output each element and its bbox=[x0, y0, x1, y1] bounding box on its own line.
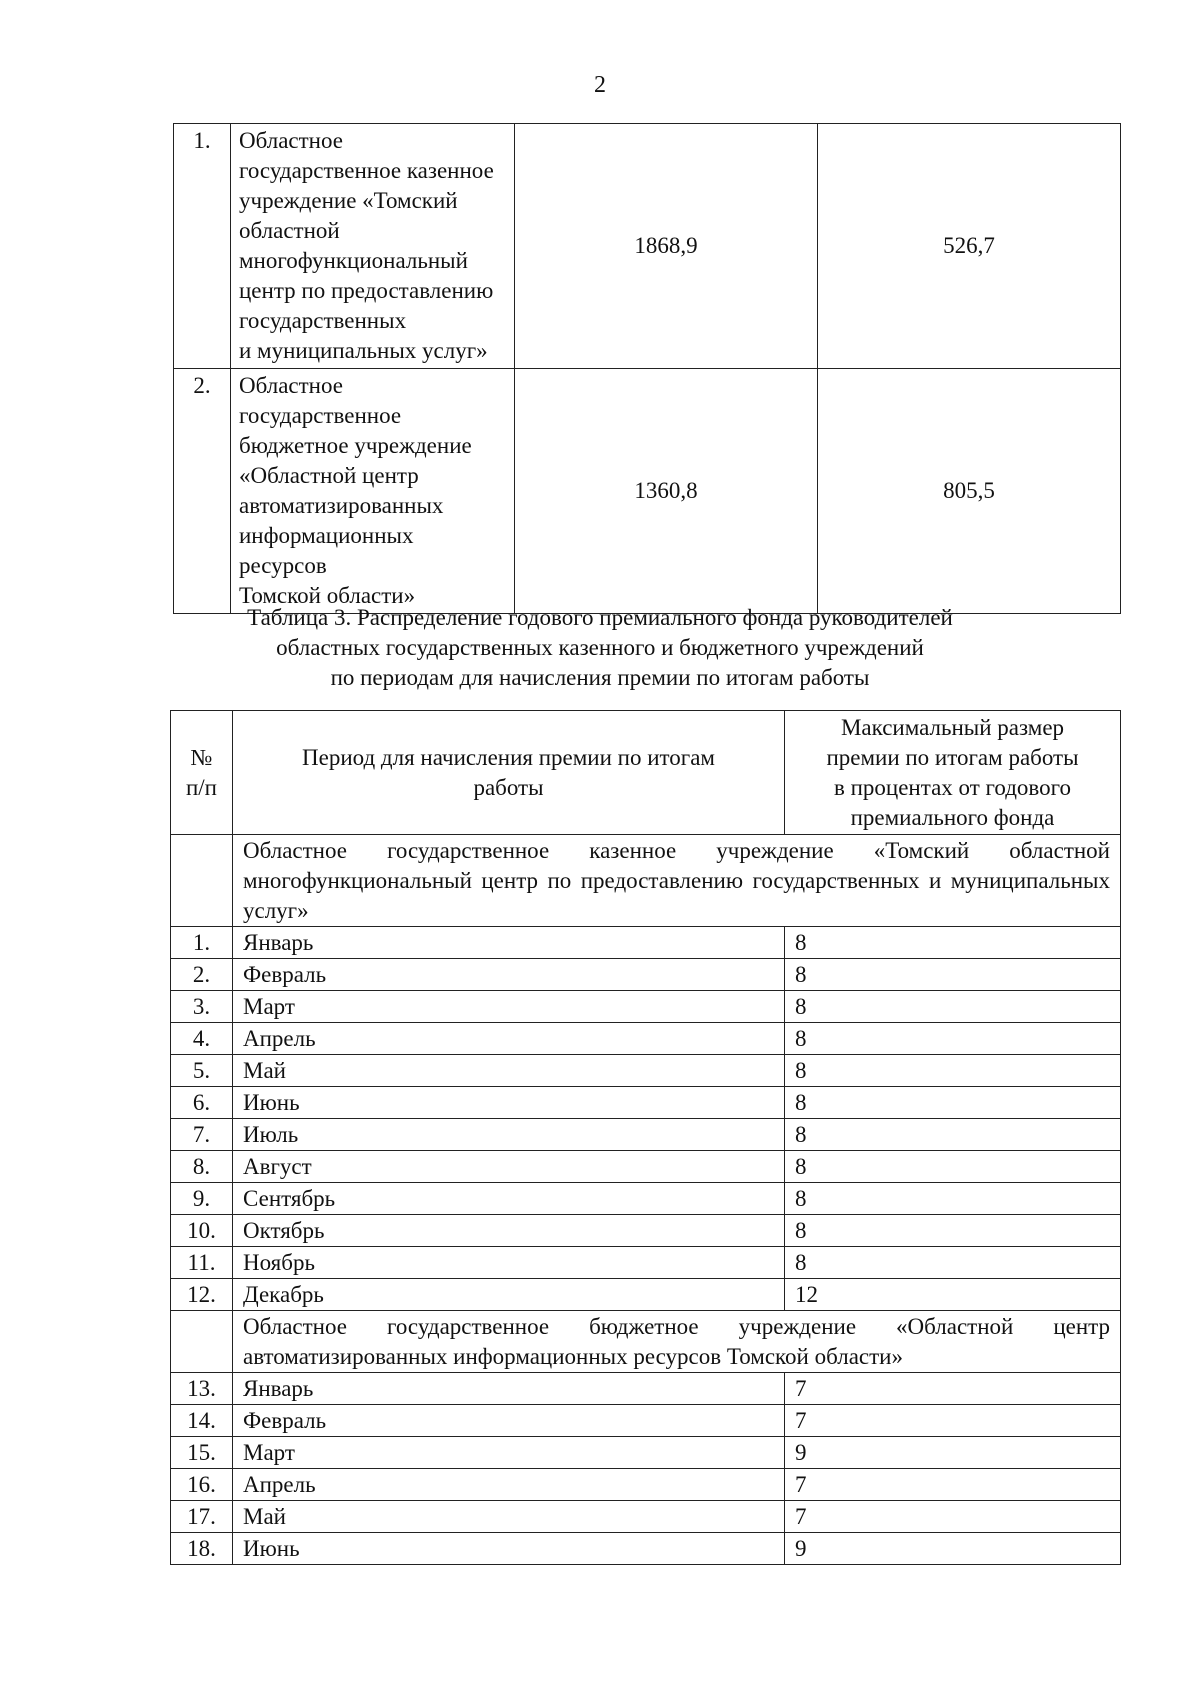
table-row bbox=[171, 927, 1121, 959]
table-row bbox=[174, 124, 1121, 369]
period-cell: Май bbox=[233, 1501, 785, 1533]
value-cell: 9 bbox=[785, 1533, 1121, 1565]
row-number: 12. bbox=[171, 1279, 233, 1311]
row-number: 2. bbox=[171, 959, 233, 991]
header-number: № п/п bbox=[171, 711, 233, 835]
table-2-continuation bbox=[173, 123, 1121, 614]
period-cell: Февраль bbox=[233, 1405, 785, 1437]
value-cell: 9 bbox=[785, 1437, 1121, 1469]
row-number: 4. bbox=[171, 1023, 233, 1055]
header-period: Период для начисления премии по итогам работы bbox=[233, 711, 785, 835]
group-row bbox=[171, 1311, 1121, 1373]
value-cell: 8 bbox=[785, 1119, 1121, 1151]
period-cell: Ноябрь bbox=[233, 1247, 785, 1279]
value-cell: 8 bbox=[785, 1023, 1121, 1055]
period-cell: Апрель bbox=[233, 1469, 785, 1501]
table-row bbox=[171, 1023, 1121, 1055]
institution-name: Областное государственное бюджетное учреждение «Областной центр автоматизированных информационных ресурсов Томской области» bbox=[231, 369, 515, 614]
row-number: 8. bbox=[171, 1151, 233, 1183]
value-cell: 7 bbox=[785, 1405, 1121, 1437]
table-row bbox=[171, 1469, 1121, 1501]
row-number: 14. bbox=[171, 1405, 233, 1437]
value-cell: 12 bbox=[785, 1279, 1121, 1311]
period-cell: Июль bbox=[233, 1119, 785, 1151]
row-number: 10. bbox=[171, 1215, 233, 1247]
value-cell: 8 bbox=[785, 1215, 1121, 1247]
group-2-rows bbox=[171, 1373, 1121, 1565]
table-row bbox=[171, 1119, 1121, 1151]
row-number: 18. bbox=[171, 1533, 233, 1565]
value-cell: 7 bbox=[785, 1469, 1121, 1501]
value-cell: 8 bbox=[785, 959, 1121, 991]
row-number: 17. bbox=[171, 1501, 233, 1533]
value-cell: 8 bbox=[785, 991, 1121, 1023]
row-number: 16. bbox=[171, 1469, 233, 1501]
value-2: 526,7 bbox=[818, 124, 1121, 369]
table-row bbox=[171, 1405, 1121, 1437]
value-cell: 8 bbox=[785, 1087, 1121, 1119]
value-cell: 8 bbox=[785, 1247, 1121, 1279]
table-row bbox=[171, 1215, 1121, 1247]
value-2: 805,5 bbox=[818, 369, 1121, 614]
row-number: 2. bbox=[174, 369, 231, 614]
table-row bbox=[171, 1151, 1121, 1183]
table-row bbox=[171, 1437, 1121, 1469]
table-row bbox=[171, 959, 1121, 991]
period-cell: Сентябрь bbox=[233, 1183, 785, 1215]
table-row bbox=[171, 1533, 1121, 1565]
period-cell: Март bbox=[233, 1437, 785, 1469]
row-number: 11. bbox=[171, 1247, 233, 1279]
row-number: 7. bbox=[171, 1119, 233, 1151]
period-cell: Апрель bbox=[233, 1023, 785, 1055]
period-cell: Октябрь bbox=[233, 1215, 785, 1247]
value-1: 1360,8 bbox=[515, 369, 818, 614]
value-cell: 7 bbox=[785, 1373, 1121, 1405]
value-cell: 8 bbox=[785, 1055, 1121, 1087]
table-row bbox=[171, 991, 1121, 1023]
table-row bbox=[171, 1279, 1121, 1311]
period-cell: Май bbox=[233, 1055, 785, 1087]
row-number: 1. bbox=[171, 927, 233, 959]
row-number: 13. bbox=[171, 1373, 233, 1405]
table-3 bbox=[170, 710, 1121, 1565]
period-cell: Декабрь bbox=[233, 1279, 785, 1311]
table-row bbox=[171, 1501, 1121, 1533]
value-cell: 8 bbox=[785, 1183, 1121, 1215]
period-cell: Июнь bbox=[233, 1087, 785, 1119]
row-number: 5. bbox=[171, 1055, 233, 1087]
period-cell: Январь bbox=[233, 927, 785, 959]
group-1-rows bbox=[171, 927, 1121, 1311]
row-number: 6. bbox=[171, 1087, 233, 1119]
period-cell: Август bbox=[233, 1151, 785, 1183]
value-1: 1868,9 bbox=[515, 124, 818, 369]
period-cell: Март bbox=[233, 991, 785, 1023]
table-row bbox=[171, 1183, 1121, 1215]
page-number: 2 bbox=[594, 72, 606, 98]
table-row bbox=[171, 1247, 1121, 1279]
table-row bbox=[171, 1055, 1121, 1087]
row-number: 1. bbox=[174, 124, 231, 369]
table-row bbox=[171, 1373, 1121, 1405]
group-title: Областное государственное казенное учреждение «Томский областной многофункциональный центр по предоставлению государственных и муниципальных услуг» bbox=[233, 835, 1121, 927]
institution-name: Областное государственное казенное учреждение «Томский областной многофункциональный центр по предоставлению государственных и муниципальных услуг» bbox=[231, 124, 515, 369]
group-title: Областное государственное бюджетное учреждение «Областной центр автоматизированных информационных ресурсов Томской области» bbox=[233, 1311, 1121, 1373]
period-cell: Февраль bbox=[233, 959, 785, 991]
header-max-size: Максимальный размер премии по итогам работы в процентах от годового премиального фонда bbox=[785, 711, 1121, 835]
value-cell: 8 bbox=[785, 1151, 1121, 1183]
table-row bbox=[171, 1087, 1121, 1119]
table-3-caption: Таблица 3. Распределение годового премиального фонда руководителей областных государственных казенного и бюджетного учреждений по периодам для начисления премии по итогам работы bbox=[247, 605, 953, 690]
row-number: 3. bbox=[171, 991, 233, 1023]
period-cell: Июнь bbox=[233, 1533, 785, 1565]
table-row bbox=[174, 369, 1121, 614]
value-cell: 7 bbox=[785, 1501, 1121, 1533]
period-cell: Январь bbox=[233, 1373, 785, 1405]
value-cell: 8 bbox=[785, 927, 1121, 959]
row-number: 15. bbox=[171, 1437, 233, 1469]
row-number: 9. bbox=[171, 1183, 233, 1215]
group-row bbox=[171, 835, 1121, 927]
table-header-row bbox=[171, 711, 1121, 835]
